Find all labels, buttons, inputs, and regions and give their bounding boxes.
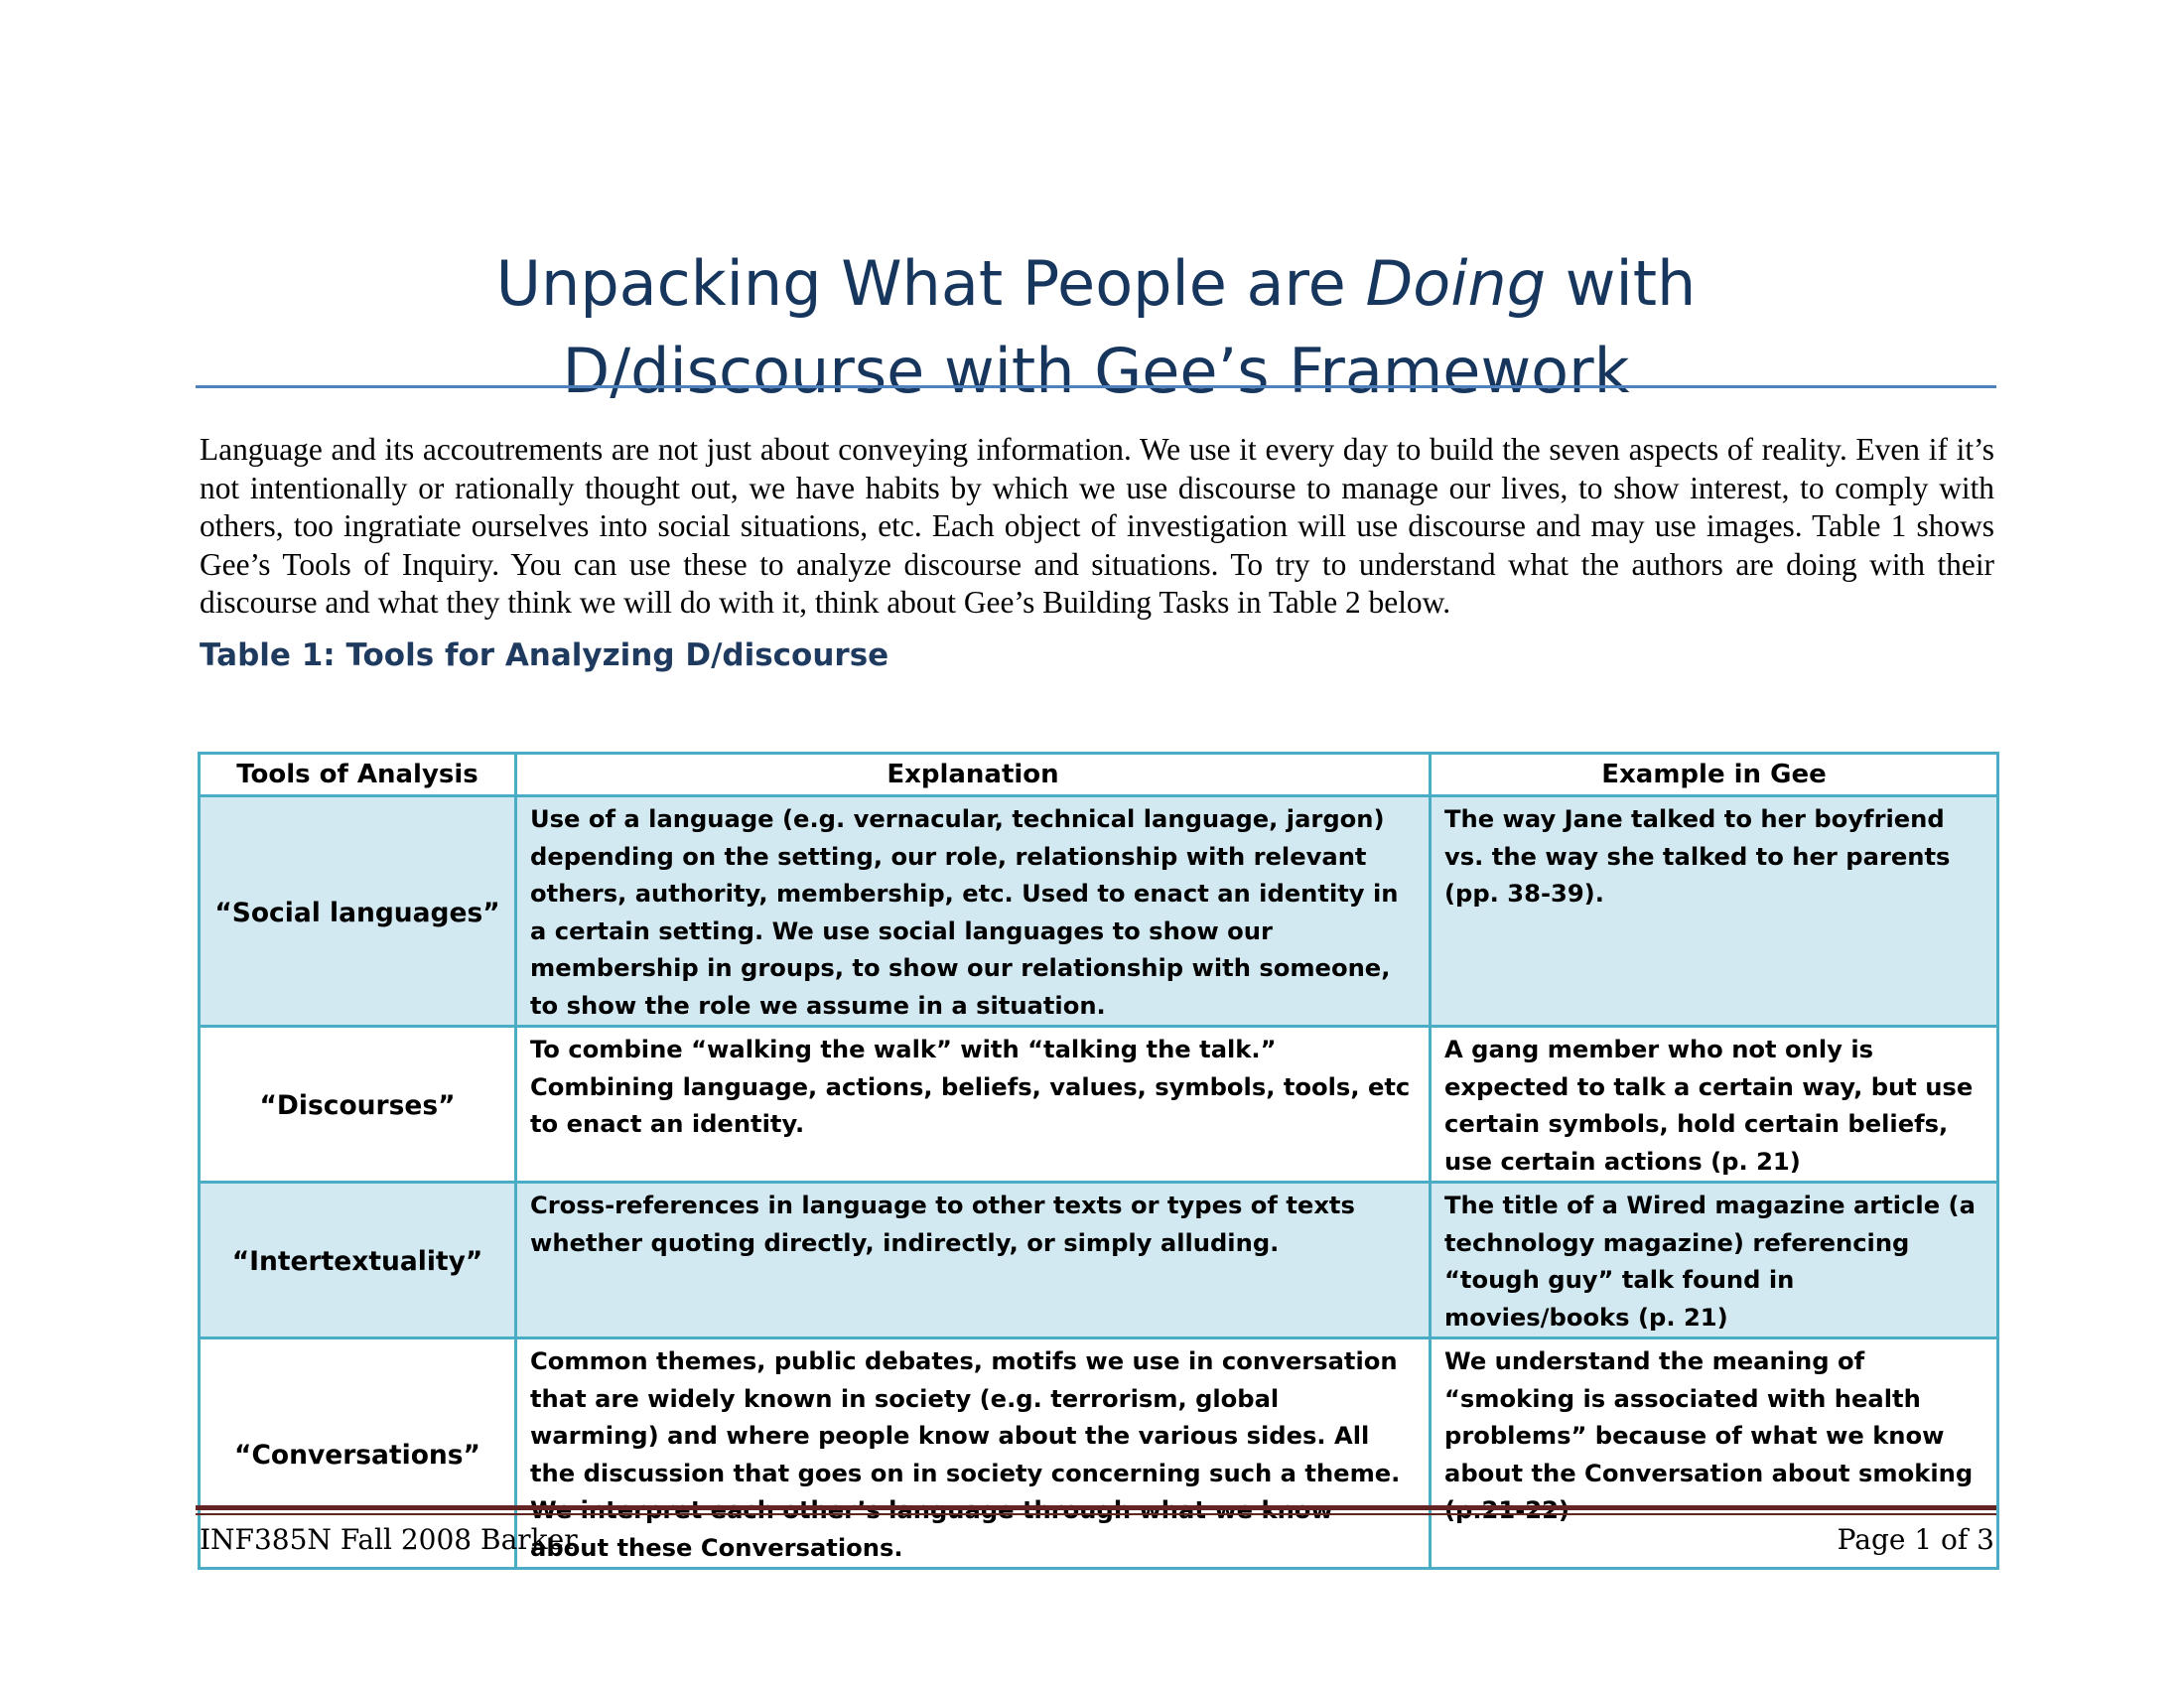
explanation-cell: To combine “walking the walk” with “talking the talk.” Combining language, actions, beliefs, values, symbols, tools, etc to enact an identity. bbox=[516, 1027, 1431, 1183]
tool-cell: “Social languages” bbox=[200, 796, 516, 1027]
header-tools-of-analysis: Tools of Analysis bbox=[200, 754, 516, 796]
example-cell: We understand the meaning of “smoking is associated with health problems” because of what we know about the Conversation about smoking (p.21-22) bbox=[1431, 1338, 1998, 1569]
header-explanation: Explanation bbox=[516, 754, 1431, 796]
table-row bbox=[200, 796, 1998, 1027]
tool-cell: “Conversations” bbox=[200, 1338, 516, 1569]
explanation-cell: Cross-references in language to other texts or types of texts whether quoting directly, indirectly, or simply alluding. bbox=[516, 1183, 1431, 1338]
title-divider bbox=[196, 385, 1996, 388]
title-line-2: D/discourse with Gee’s Framework bbox=[562, 334, 1630, 407]
title-emphasis: Doing bbox=[1365, 246, 1547, 320]
footer-divider-thin bbox=[196, 1513, 1996, 1515]
footer-divider-thick bbox=[196, 1505, 1996, 1510]
title-line-1-start: Unpacking What People are bbox=[495, 246, 1366, 320]
table-row bbox=[200, 1183, 1998, 1338]
tool-cell: “Discourses” bbox=[200, 1027, 516, 1183]
title-line-1-end: with bbox=[1546, 246, 1697, 320]
example-cell: The way Jane talked to her boyfriend vs. the way she talked to her parents (pp. 38-39). bbox=[1431, 796, 1998, 1027]
example-cell: A gang member who not only is expected to talk a certain way, but use certain symbols, hold certain beliefs, use certain actions (p. 21) bbox=[1431, 1027, 1998, 1183]
footer-page-number: Page 1 of 3 bbox=[1837, 1523, 1994, 1556]
title-line-1 bbox=[196, 240, 1996, 328]
explanation-cell: Use of a language (e.g. vernacular, technical language, jargon) depending on the setting, our role, relationship with relevant others, authority, membership, etc. Used to enact an identity in a certain setting. We use social languages to show our membership in groups, to show our relationship with someone, to show the role we assume in a situation. bbox=[516, 796, 1431, 1027]
intro-paragraph: Language and its accoutrements are not just about conveying information. We use it every day to build the seven aspects of reality. Even if it’s not intentionally or rationally thought out, we have habits by which we use discourse to manage our lives, to show interest, to comply with others, too ingratiate ourselves into social situations, etc. Each object of investigation will use discourse and may use images. Table 1 shows Gee’s Tools of Inquiry. You can use these to analyze discourse and situations. To try to understand what the authors are doing with their discourse and what they think we will do with it, think about Gee’s Building Tasks in Table 2 below. bbox=[200, 432, 1994, 621]
example-cell: The title of a Wired magazine article (a technology magazine) referencing “tough guy” talk found in movies/books (p. 21) bbox=[1431, 1183, 1998, 1338]
footer-course-label: INF385N Fall 2008 Barker bbox=[200, 1523, 578, 1556]
table-row bbox=[200, 1027, 1998, 1183]
header-example-in-gee: Example in Gee bbox=[1431, 754, 1998, 796]
tools-table bbox=[198, 752, 1999, 1570]
page-title bbox=[196, 240, 1996, 415]
table-caption: Table 1: Tools for Analyzing D/discourse bbox=[200, 637, 889, 673]
tool-cell: “Intertextuality” bbox=[200, 1183, 516, 1338]
table-header-row bbox=[200, 754, 1998, 796]
explanation-cell: Common themes, public debates, motifs we use in conversation that are widely known in society (e.g. terrorism, global warming) and where people know about the various sides. All the discussion that goes on in society concerning such a theme. We interpret each other’s language through what we know about these Conversations. bbox=[516, 1338, 1431, 1569]
